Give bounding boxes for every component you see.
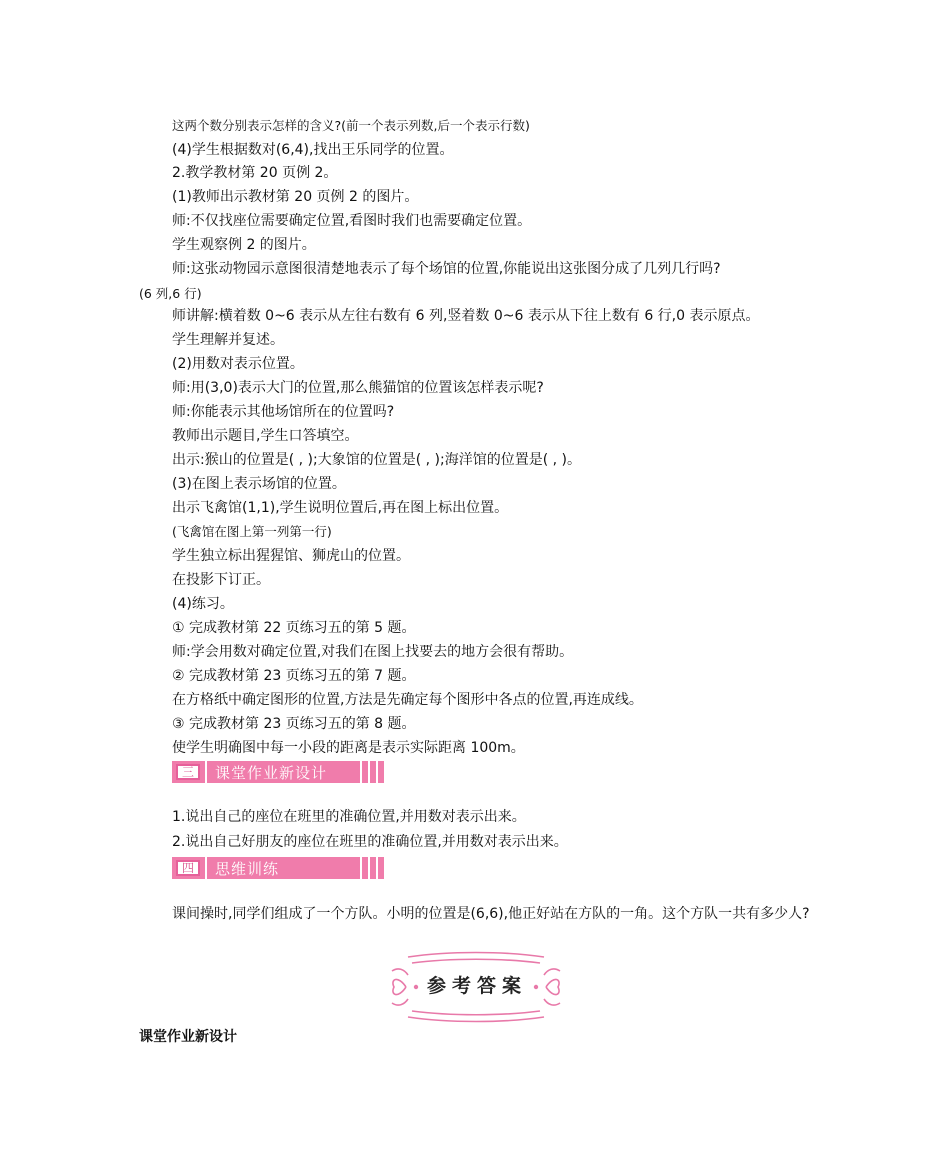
text-line: 师:学会用数对确定位置,对我们在图上找要去的地方会很有帮助。 [172, 644, 574, 660]
text-line: 师:用(3,0)表示大门的位置,那么熊猫馆的位置该怎样表示呢? [172, 380, 544, 396]
text-line: (3)在图上表示场馆的位置。 [172, 476, 346, 492]
text-line: (4)练习。 [172, 596, 234, 612]
section-title: 思维训练 [215, 859, 280, 878]
text-line: 出示飞禽馆(1,1),学生说明位置后,再在图上标出位置。 [172, 500, 509, 516]
text-line: 2.教学教材第 20 页例 2。 [172, 165, 338, 181]
banner-divider [205, 857, 207, 879]
answer-section-heading: 课堂作业新设计 [139, 1029, 237, 1045]
text-line: (6 列,6 行) [139, 286, 202, 301]
text-line: 师讲解:横着数 0~6 表示从左往右数有 6 列,竖着数 0~6 表示从下往上数有 6 行,0 表示原点。 [172, 308, 760, 324]
text-line: (2)用数对表示位置。 [172, 356, 304, 372]
problem-paragraph: 课间操时,同学们组成了一个方队。小明的位置是(6,6),他正好站在方队的一角。这个方队一共有多少人? [172, 906, 810, 922]
text-line: ① 完成教材第 22 页练习五的第 5 题。 [172, 620, 416, 636]
text-line: ③ 完成教材第 23 页练习五的第 8 题。 [172, 716, 416, 732]
text-line: ② 完成教材第 23 页练习五的第 7 题。 [172, 668, 416, 684]
text-line: (飞禽馆在图上第一列第一行) [172, 524, 332, 539]
text-line: 出示:猴山的位置是( , );大象馆的位置是( , );海洋馆的位置是( , )。 [172, 452, 581, 468]
text-line: 学生理解并复述。 [172, 332, 284, 348]
section-banner [172, 857, 384, 879]
banner-divider [205, 761, 207, 783]
text-line: (4)学生根据数对(6,4),找出王乐同学的位置。 [172, 142, 454, 158]
banner-stripes [354, 857, 384, 879]
text-line: 这两个数分别表示怎样的含义?(前一个表示列数,后一个表示行数) [172, 118, 530, 133]
text-line: 学生独立标出猩猩馆、狮虎山的位置。 [172, 548, 410, 564]
section-banner [172, 761, 384, 783]
text-line: 在方格纸中确定图形的位置,方法是先确定每个图形中各点的位置,再连成线。 [172, 692, 643, 708]
text-line: 教师出示题目,学生口答填空。 [172, 428, 359, 444]
section-number: 四 [176, 860, 200, 876]
section-title: 课堂作业新设计 [215, 763, 328, 782]
text-line: 学生观察例 2 的图片。 [172, 237, 316, 253]
text-line: 师:这张动物园示意图很清楚地表示了每个场馆的位置,你能说出这张图分成了几列几行吗? [172, 261, 721, 277]
banner-stripes [354, 761, 384, 783]
exercise-item: 2.说出自己好朋友的座位在班里的准确位置,并用数对表示出来。 [172, 834, 568, 850]
text-line: (1)教师出示教材第 20 页例 2 的图片。 [172, 189, 419, 205]
section-number: 三 [176, 764, 200, 780]
text-line: 师:不仅找座位需要确定位置,看图时我们也需要确定位置。 [172, 213, 532, 229]
answer-logo-text: 参考答案 [426, 975, 527, 997]
text-line: 使学生明确图中每一小段的距离是表示实际距离 100m。 [172, 740, 525, 756]
text-line: 师:你能表示其他场馆所在的位置吗? [172, 404, 395, 420]
text-line: 在投影下订正。 [172, 572, 270, 588]
exercise-item: 1.说出自己的座位在班里的准确位置,并用数对表示出来。 [172, 809, 526, 825]
